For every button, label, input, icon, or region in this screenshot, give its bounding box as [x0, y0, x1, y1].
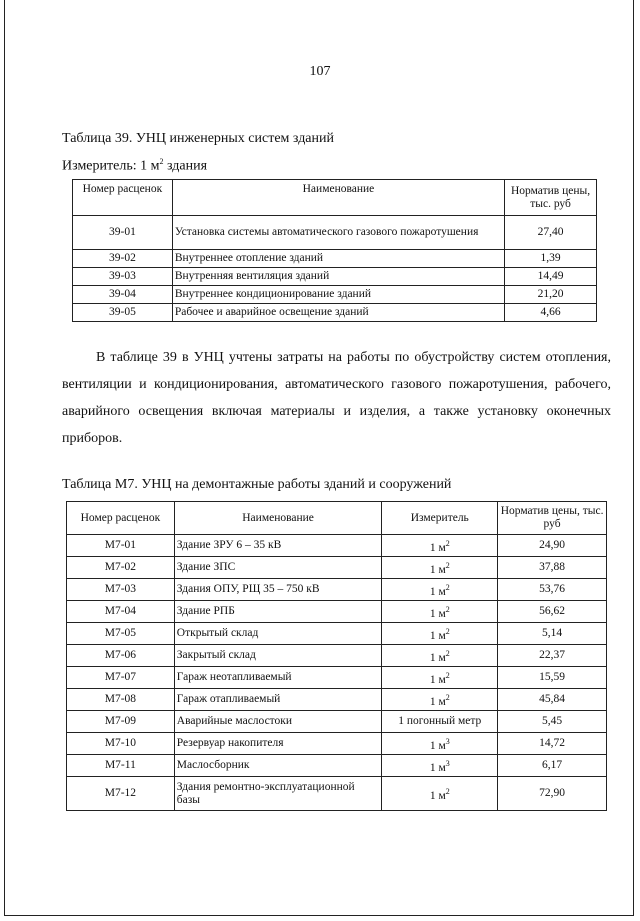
- unit-text: 1 м: [429, 651, 446, 664]
- table-row: [67, 755, 607, 777]
- row-price: 27,40: [505, 216, 597, 250]
- row-name: Открытый склад: [174, 623, 382, 645]
- row-code: М7-02: [67, 557, 175, 579]
- row-unit: [382, 777, 498, 811]
- row-name: Гараж неотапливаемый: [174, 667, 382, 689]
- table-row: [73, 286, 597, 304]
- row-name: Внутренняя вентиляция зданий: [172, 268, 504, 286]
- row-name: Маслосборник: [174, 755, 382, 777]
- unit-text: 1 м: [429, 607, 446, 620]
- row-code: М7-12: [67, 777, 175, 811]
- header-unit: Измеритель: [382, 502, 498, 535]
- row-code: М7-01: [67, 535, 175, 557]
- unit-text: 1 м: [429, 585, 446, 598]
- unit-text: 1 м: [429, 673, 446, 686]
- tablem7-caption: Таблица М7. УНЦ на демонтажные работы зданий и сооружений: [62, 477, 452, 492]
- table-row: [73, 250, 597, 268]
- unit-exponent: 3: [445, 758, 450, 768]
- unit-exponent: 2: [445, 582, 450, 592]
- row-price: 37,88: [498, 557, 607, 579]
- row-name: Резервуар накопителя: [174, 733, 382, 755]
- row-code: М7-05: [67, 623, 175, 645]
- table-row: [73, 216, 597, 250]
- row-name: Аварийные маслостоки: [174, 711, 382, 733]
- unit-exponent: 2: [445, 786, 450, 796]
- row-code: 39-01: [73, 216, 173, 250]
- row-name: Установка системы автоматического газового пожаротушения: [172, 216, 504, 250]
- table39: [72, 179, 597, 322]
- unit-exponent: 2: [445, 670, 450, 680]
- row-price: 14,49: [505, 268, 597, 286]
- row-price: 6,17: [498, 755, 607, 777]
- row-name: Здания ремонтно-эксплуатационной базы: [174, 777, 382, 811]
- header-code: Номер расценок: [73, 180, 173, 216]
- row-name: Здание ЗРУ 6 – 35 кВ: [174, 535, 382, 557]
- unit-text: 1 м: [429, 695, 446, 708]
- row-code: М7-06: [67, 645, 175, 667]
- row-price: 4,66: [505, 304, 597, 322]
- row-price: 56,62: [498, 601, 607, 623]
- row-price: 45,84: [498, 689, 607, 711]
- tablem7-header-row: [67, 502, 607, 535]
- row-unit: [382, 623, 498, 645]
- row-code: 39-05: [73, 304, 173, 322]
- row-unit: [382, 535, 498, 557]
- table-row: [67, 689, 607, 711]
- page-number: 107: [309, 64, 331, 79]
- row-code: 39-04: [73, 286, 173, 304]
- table-row: [67, 711, 607, 733]
- row-name: Внутреннее отопление зданий: [172, 250, 504, 268]
- row-unit: [382, 579, 498, 601]
- row-code: 39-02: [73, 250, 173, 268]
- row-name: Закрытый склад: [174, 645, 382, 667]
- header-norm: Норматив цены, тыс. руб: [498, 502, 607, 535]
- row-unit: [382, 557, 498, 579]
- table39-measure: [62, 157, 207, 175]
- header-name: Наименование: [172, 180, 504, 216]
- row-price: 1,39: [505, 250, 597, 268]
- row-code: М7-10: [67, 733, 175, 755]
- unit-text: 1 м: [429, 789, 446, 802]
- unit-exponent: 2: [445, 648, 450, 658]
- unit-text: 1 м: [429, 739, 446, 752]
- row-code: М7-07: [67, 667, 175, 689]
- unit-exponent: 2: [445, 692, 450, 702]
- row-price: 5,14: [498, 623, 607, 645]
- row-name: Здание ЗПС: [174, 557, 382, 579]
- row-price: 22,37: [498, 645, 607, 667]
- unit-exponent: 2: [445, 626, 450, 636]
- unit-text: 1 м: [429, 541, 446, 554]
- table-row: [67, 645, 607, 667]
- row-unit: [382, 755, 498, 777]
- measure-suffix: здания: [163, 158, 208, 174]
- row-unit: [382, 667, 498, 689]
- row-name: Рабочее и аварийное освещение зданий: [172, 304, 504, 322]
- unit-exponent: 2: [445, 604, 450, 614]
- row-code: 39-03: [73, 268, 173, 286]
- unit-exponent: 2: [445, 560, 450, 570]
- row-price: 21,20: [505, 286, 597, 304]
- measure-prefix: Измеритель: 1 м: [62, 158, 160, 174]
- table-row: [67, 667, 607, 689]
- row-price: 72,90: [498, 777, 607, 811]
- unit-exponent: 3: [445, 736, 450, 746]
- row-code: М7-03: [67, 579, 175, 601]
- table-row: [67, 601, 607, 623]
- row-code: М7-11: [67, 755, 175, 777]
- table-row: [67, 777, 607, 811]
- table39-caption: Таблица 39. УНЦ инженерных систем зданий: [62, 131, 335, 146]
- row-code: М7-08: [67, 689, 175, 711]
- row-name: Внутреннее кондиционирование зданий: [172, 286, 504, 304]
- header-code: Номер расценок: [67, 502, 175, 535]
- row-name: Гараж отапливаемый: [174, 689, 382, 711]
- body-paragraph: В таблице 39 в УНЦ учтены затраты на работы по обустройству систем отопления, вентиляции и кондиционирования, автоматического газового пожаротушения, рабочего, аварийного освещения включая материалы и изделия, а также установку оконечных приборов.: [62, 350, 611, 446]
- row-unit: [382, 689, 498, 711]
- row-unit: [382, 711, 498, 733]
- unit-text: 1 м: [429, 563, 446, 576]
- row-price: 24,90: [498, 535, 607, 557]
- table-row: [67, 733, 607, 755]
- table-row: [67, 557, 607, 579]
- table-row: [67, 579, 607, 601]
- table-row: [73, 304, 597, 322]
- row-code: М7-09: [67, 711, 175, 733]
- unit-exponent: 2: [445, 538, 450, 548]
- table-row: [67, 535, 607, 557]
- table-row: [73, 268, 597, 286]
- row-name: Здания ОПУ, РЩ 35 – 750 кВ: [174, 579, 382, 601]
- table-row: [67, 623, 607, 645]
- row-price: 14,72: [498, 733, 607, 755]
- row-unit: [382, 601, 498, 623]
- unit-text: 1 м: [429, 629, 446, 642]
- table39-header-row: [73, 180, 597, 216]
- header-norm: Норматив цены, тыс. руб: [505, 180, 597, 216]
- measure-superscript: 2: [159, 157, 164, 166]
- row-code: М7-04: [67, 601, 175, 623]
- row-price: 15,59: [498, 667, 607, 689]
- unit-text: 1 м: [429, 761, 446, 774]
- row-price: 53,76: [498, 579, 607, 601]
- row-unit: [382, 645, 498, 667]
- header-name: Наименование: [174, 502, 382, 535]
- row-price: 5,45: [498, 711, 607, 733]
- unit-text: 1 погонный метр: [398, 715, 482, 727]
- table-m7: [66, 501, 607, 811]
- row-unit: [382, 733, 498, 755]
- row-name: Здание РПБ: [174, 601, 382, 623]
